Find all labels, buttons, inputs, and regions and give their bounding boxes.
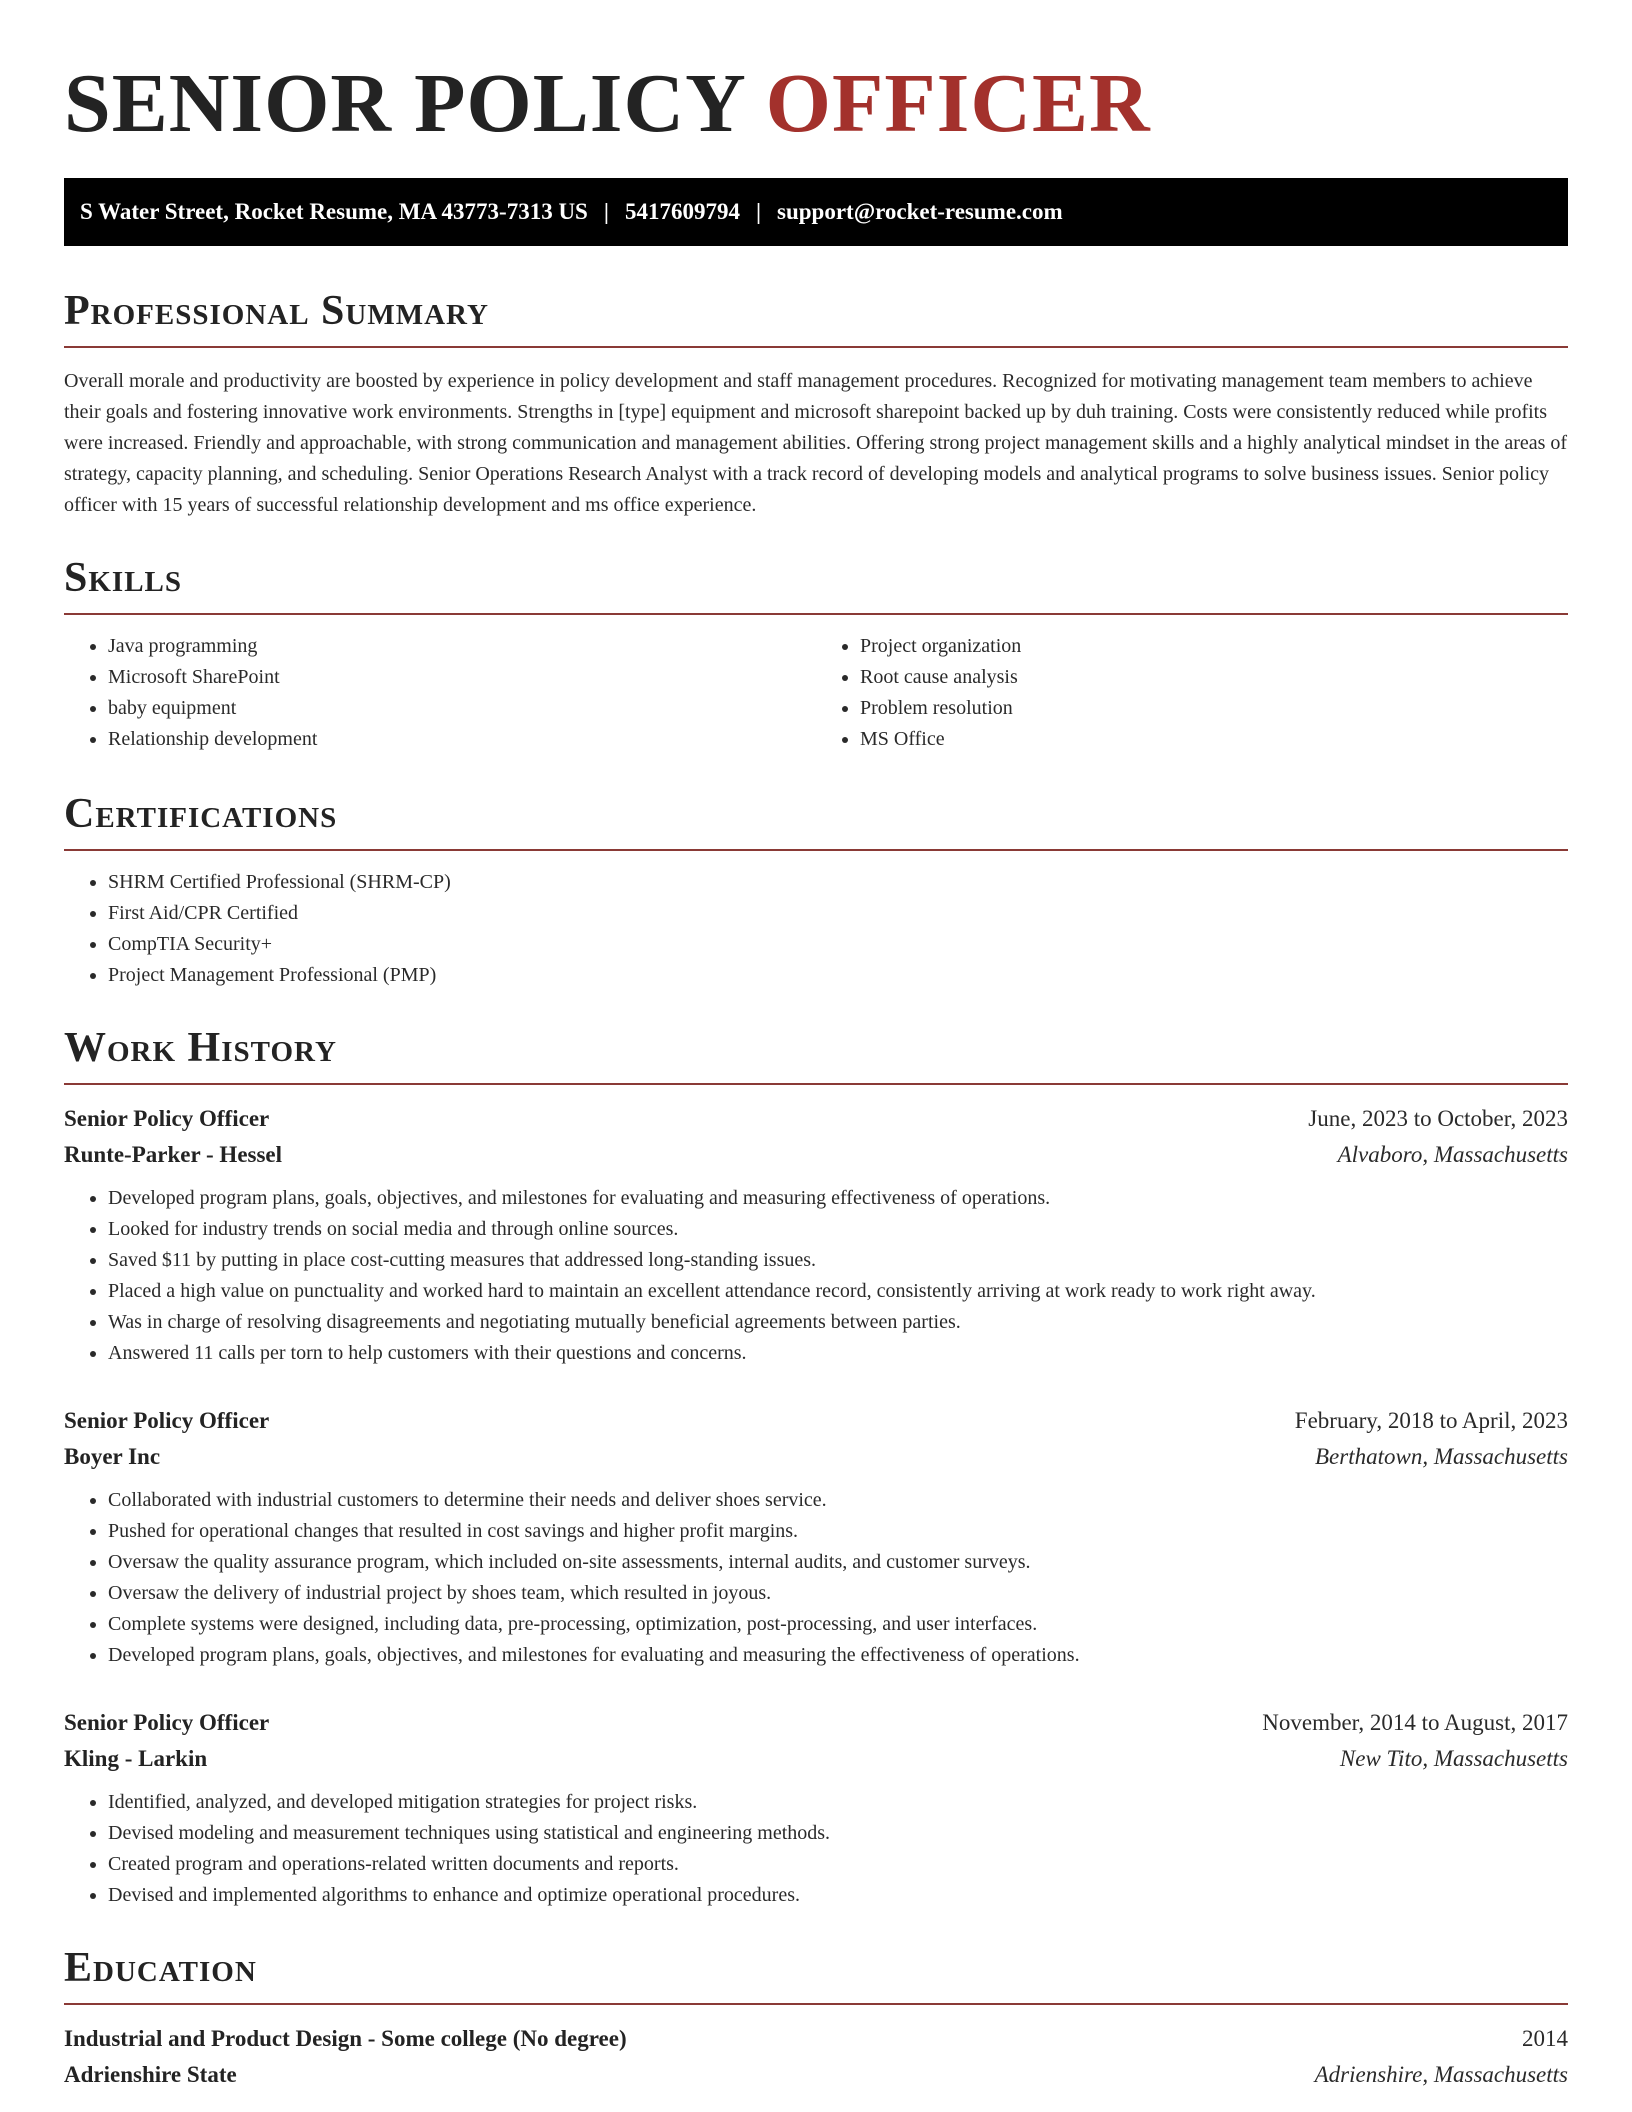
certification-item: • CompTIA Security+ bbox=[108, 929, 1568, 960]
job-bullet: • Oversaw the quality assurance program, which included on-site assessments, internal audits, and customer surveys. bbox=[108, 1547, 1568, 1578]
education-degree-row bbox=[64, 2021, 1568, 2057]
job-bullet: • Devised and implemented algorithms to enhance and optimize operational procedures. bbox=[108, 1880, 1568, 1911]
skill-item: • Project organization bbox=[860, 631, 1568, 662]
section-divider bbox=[64, 2003, 1568, 2005]
job-bullets bbox=[64, 1183, 1568, 1369]
contact-phone: 5417609794 bbox=[624, 199, 740, 224]
summary-section bbox=[64, 286, 1568, 521]
section-title-skills: Skills bbox=[64, 555, 183, 601]
skill-item: • Relationship development bbox=[108, 724, 816, 755]
skills-list-left bbox=[64, 631, 816, 755]
skill-item: • baby equipment bbox=[108, 693, 816, 724]
job-location: Berthatown, Massachusetts bbox=[1315, 1444, 1568, 1469]
contact-bar bbox=[64, 178, 1568, 246]
job-bullet: • Looked for industry trends on social media and through online sources. bbox=[108, 1214, 1568, 1245]
contact-address: S Water Street, Rocket Resume, MA 43773-7313 US bbox=[80, 199, 588, 224]
job-bullet: • Was in charge of resolving disagreements and negotiating mutually beneficial agreements between parties. bbox=[108, 1307, 1568, 1338]
job-bullet: • Developed program plans, goals, objectives, and milestones for evaluating and measuring effectiveness of operations. bbox=[108, 1183, 1568, 1214]
job-location: New Tito, Massachusetts bbox=[1339, 1746, 1568, 1771]
job-bullet: • Pushed for operational changes that resulted in cost savings and higher profit margins. bbox=[108, 1516, 1568, 1547]
education-location: Adrienshire, Massachusetts bbox=[1314, 2062, 1568, 2087]
education-school: Adrienshire State bbox=[64, 2062, 237, 2087]
skill-item: • Microsoft SharePoint bbox=[108, 662, 816, 693]
job-title: Senior Policy Officer bbox=[64, 1106, 270, 1131]
name-first: SENIOR POLICY bbox=[64, 57, 744, 150]
contact-separator: | bbox=[603, 199, 609, 224]
education-year: 2014 bbox=[1522, 2026, 1568, 2051]
summary-text: Overall morale and productivity are boosted by experience in policy development and staff management procedures. Recognized for motivating management team members to achieve their goals and fostering innovative work environments. Strengths in [type] equipment and microsoft sharepoint backed up by duh training. Costs were consistently reduced while profits were increased. Friendly and approachable, with strong communication and management abilities. Offering strong project management skills and a highly analytical mindset in the areas of strategy, capacity planning, and scheduling. Senior Operations Research Analyst with a track record of developing models and analytical programs to solve business issues. Senior policy officer with 15 years of successful relationship development and ms office experience. bbox=[64, 370, 1568, 516]
section-title-certifications: Certifications bbox=[64, 791, 338, 837]
job-bullet: • Created program and operations-related written documents and reports. bbox=[108, 1849, 1568, 1880]
skills-section bbox=[64, 553, 1568, 755]
certifications-list bbox=[64, 867, 1568, 991]
job-bullet: • Identified, analyzed, and developed mitigation strategies for project risks. bbox=[108, 1787, 1568, 1818]
skills-list-right bbox=[816, 631, 1568, 755]
education-section bbox=[64, 1943, 1568, 2093]
job-bullet: • Saved $11 by putting in place cost-cutting measures that addressed long-standing issues. bbox=[108, 1245, 1568, 1276]
job-header-row bbox=[64, 1705, 1568, 1741]
certifications-section bbox=[64, 789, 1568, 991]
job-dates: February, 2018 to April, 2023 bbox=[1294, 1408, 1568, 1433]
job-company: Kling - Larkin bbox=[64, 1746, 208, 1771]
work-history-section bbox=[64, 1023, 1568, 1911]
education-degree: Industrial and Product Design - Some college (No degree) bbox=[64, 2026, 627, 2051]
section-divider bbox=[64, 1083, 1568, 1085]
job-bullet: • Complete systems were designed, including data, pre-processing, optimization, post-processing, and user interfaces. bbox=[108, 1609, 1568, 1640]
job-company: Runte-Parker - Hessel bbox=[64, 1142, 283, 1167]
job-dates: November, 2014 to August, 2017 bbox=[1262, 1710, 1568, 1735]
certification-item: • Project Management Professional (PMP) bbox=[108, 960, 1568, 991]
certification-item: • SHRM Certified Professional (SHRM-CP) bbox=[108, 867, 1568, 898]
job-bullet: • Answered 11 calls per torn to help customers with their questions and concerns. bbox=[108, 1338, 1568, 1369]
job-entry bbox=[64, 1705, 1568, 1911]
job-title: Senior Policy Officer bbox=[64, 1408, 270, 1433]
skill-item: • MS Office bbox=[860, 724, 1568, 755]
skill-item: • Java programming bbox=[108, 631, 816, 662]
job-bullet: • Collaborated with industrial customers to determine their needs and deliver shoes service. bbox=[108, 1485, 1568, 1516]
job-bullet: • Devised modeling and measurement techniques using statistical and engineering methods. bbox=[108, 1818, 1568, 1849]
job-entry bbox=[64, 1101, 1568, 1369]
resume-name bbox=[64, 56, 1568, 152]
job-company-row bbox=[64, 1439, 1568, 1475]
job-title: Senior Policy Officer bbox=[64, 1710, 270, 1735]
skill-item: • Problem resolution bbox=[860, 693, 1568, 724]
job-dates: June, 2023 to October, 2023 bbox=[1308, 1106, 1568, 1131]
section-divider bbox=[64, 346, 1568, 348]
job-bullet: • Oversaw the delivery of industrial project by shoes team, which resulted in joyous. bbox=[108, 1578, 1568, 1609]
section-divider bbox=[64, 849, 1568, 851]
section-title-education: Education bbox=[64, 1945, 257, 1991]
job-bullets bbox=[64, 1787, 1568, 1911]
job-bullet: • Placed a high value on punctuality and worked hard to maintain an excellent attendance record, consistently arriving at work ready to work right away. bbox=[108, 1276, 1568, 1307]
certification-item: • First Aid/CPR Certified bbox=[108, 898, 1568, 929]
job-company-row bbox=[64, 1741, 1568, 1777]
skills-grid bbox=[64, 631, 1568, 755]
job-header-row bbox=[64, 1403, 1568, 1439]
skill-item: • Root cause analysis bbox=[860, 662, 1568, 693]
education-entry bbox=[64, 2021, 1568, 2093]
job-bullets bbox=[64, 1485, 1568, 1671]
job-header-row bbox=[64, 1101, 1568, 1137]
name-last: OFFICER bbox=[765, 57, 1151, 150]
education-school-row bbox=[64, 2057, 1568, 2093]
job-location: Alvaboro, Massachusetts bbox=[1337, 1142, 1568, 1167]
contact-email: support@rocket-resume.com bbox=[777, 199, 1063, 224]
section-title-work-history: Work History bbox=[64, 1025, 337, 1071]
job-bullet: • Developed program plans, goals, objectives, and milestones for evaluating and measuring the effectiveness of operations. bbox=[108, 1640, 1568, 1671]
section-title-summary: Professional Summary bbox=[64, 288, 489, 334]
section-divider bbox=[64, 613, 1568, 615]
job-entry bbox=[64, 1403, 1568, 1671]
job-company-row bbox=[64, 1137, 1568, 1173]
job-company: Boyer Inc bbox=[64, 1444, 161, 1469]
contact-separator: | bbox=[755, 199, 762, 224]
